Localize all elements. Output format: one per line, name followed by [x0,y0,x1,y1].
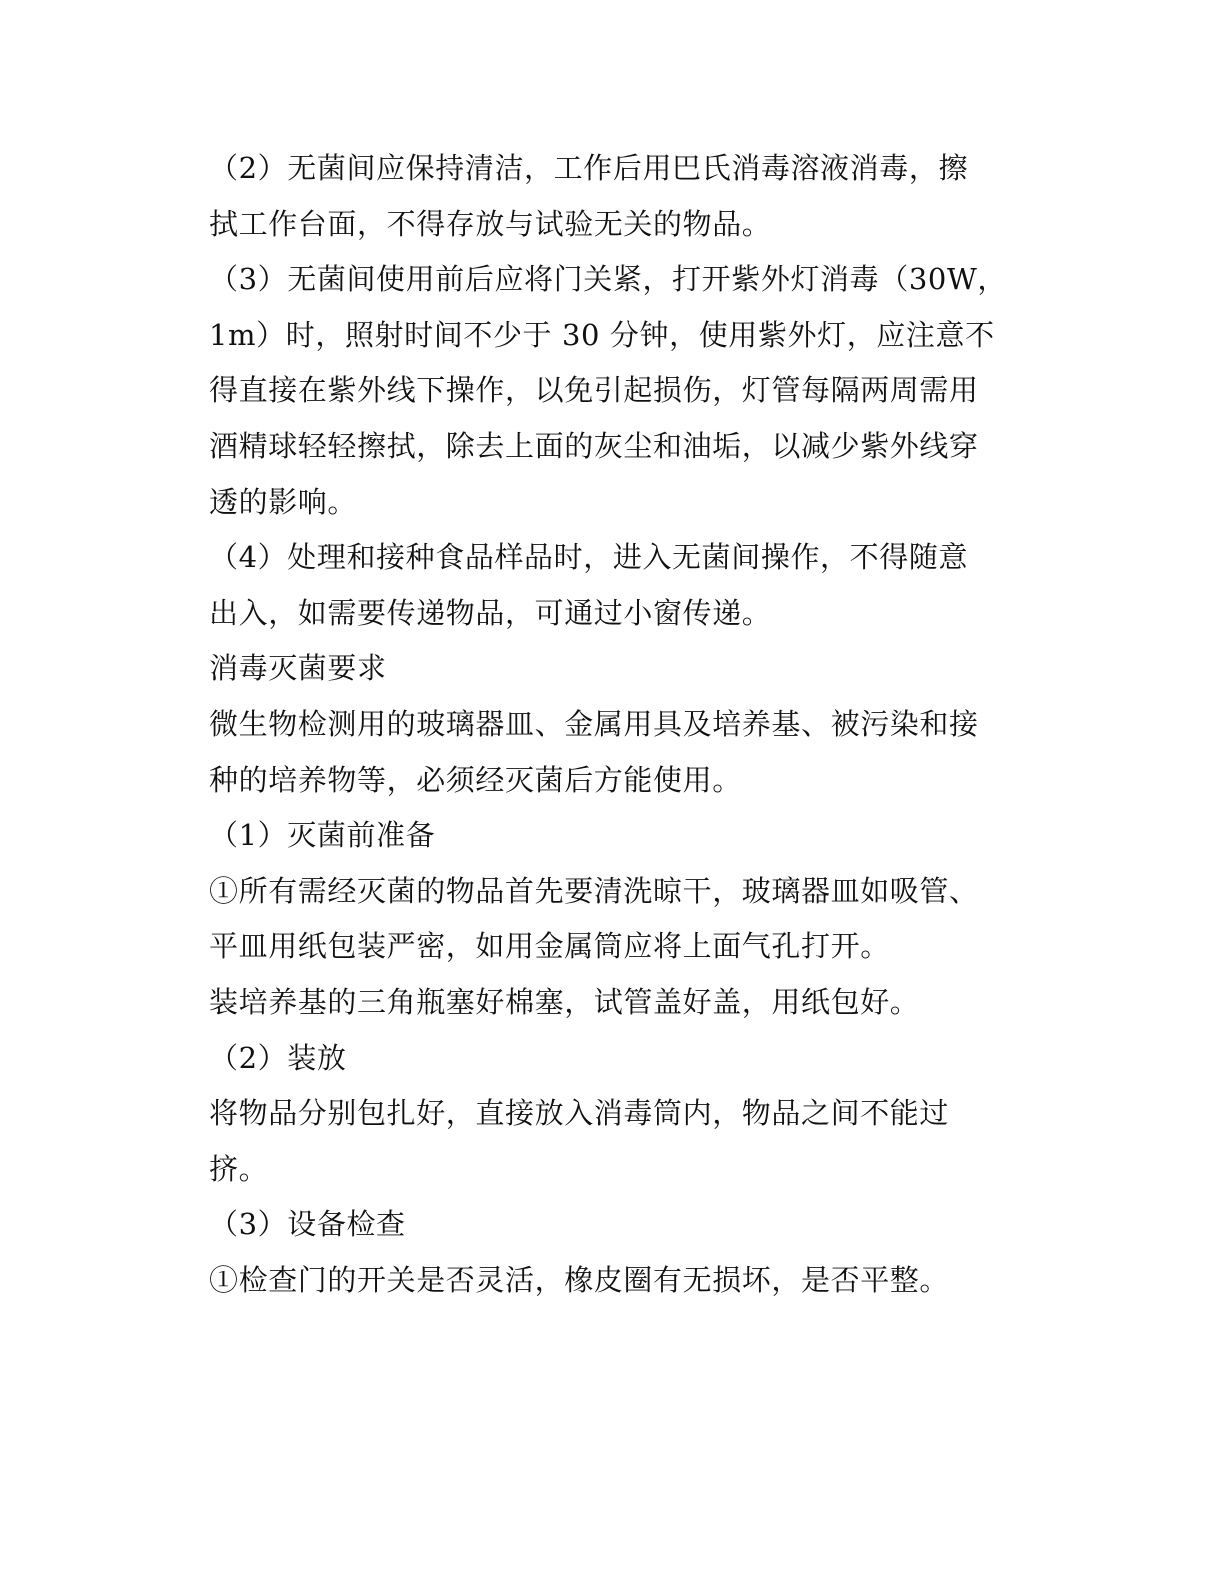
text-line: ①所有需经灭菌的物品首先要清洗晾干，玻璃器皿如吸管、 [209,873,979,908]
text-line: 出入，如需要传递物品，可通过小窗传递。 [209,595,772,630]
section-heading: 消毒灭菌要求 [209,651,387,686]
text-line: ①检查门的开关是否灵活，橡皮圈有无损坏，是否平整。 [209,1262,950,1297]
text-line: 将物品分别包扎好，直接放入消毒筒内，物品之间不能过 [209,1096,950,1131]
text-line: 透的影响。 [209,484,358,519]
text-line: 拭工作台面，不得存放与试验无关的物品。 [209,206,772,241]
text-line: 挤。 [209,1151,269,1186]
text-line: 平皿用纸包装严密，如用金属筒应将上面气孔打开。 [209,929,890,964]
text-line: 1m）时，照射时间不少于 30 分钟，使用紫外灯，应注意不 [209,317,995,352]
text-line: 得直接在紫外线下操作，以免引起损伤，灯管每隔两周需用 [209,373,979,408]
subsection-heading: （1）灭菌前准备 [209,818,436,853]
text-line: （3）无菌间使用前后应将门关紧，打开紫外灯消毒（30W， [209,262,1007,297]
text-line: 装培养基的三角瓶塞好棉塞，试管盖好盖，用纸包好。 [209,984,920,1019]
text-line: 种的培养物等，必须经灭菌后方能使用。 [209,762,742,797]
text-line: 酒精球轻轻擦拭，除去上面的灰尘和油垢，以减少紫外线穿 [209,428,979,463]
text-line: （2）无菌间应保持清洁，工作后用巴氏消毒溶液消毒，擦 [209,151,969,185]
text-line: 微生物检测用的玻璃器皿、金属用具及培养基、被污染和接 [209,706,979,741]
subsection-heading: （2）装放 [209,1040,347,1075]
document-body [209,141,1009,1308]
subsection-heading: （3）设备检查 [209,1207,406,1242]
text-line: （4）处理和接种食品样品时，进入无菌间操作，不得随意 [209,540,969,575]
